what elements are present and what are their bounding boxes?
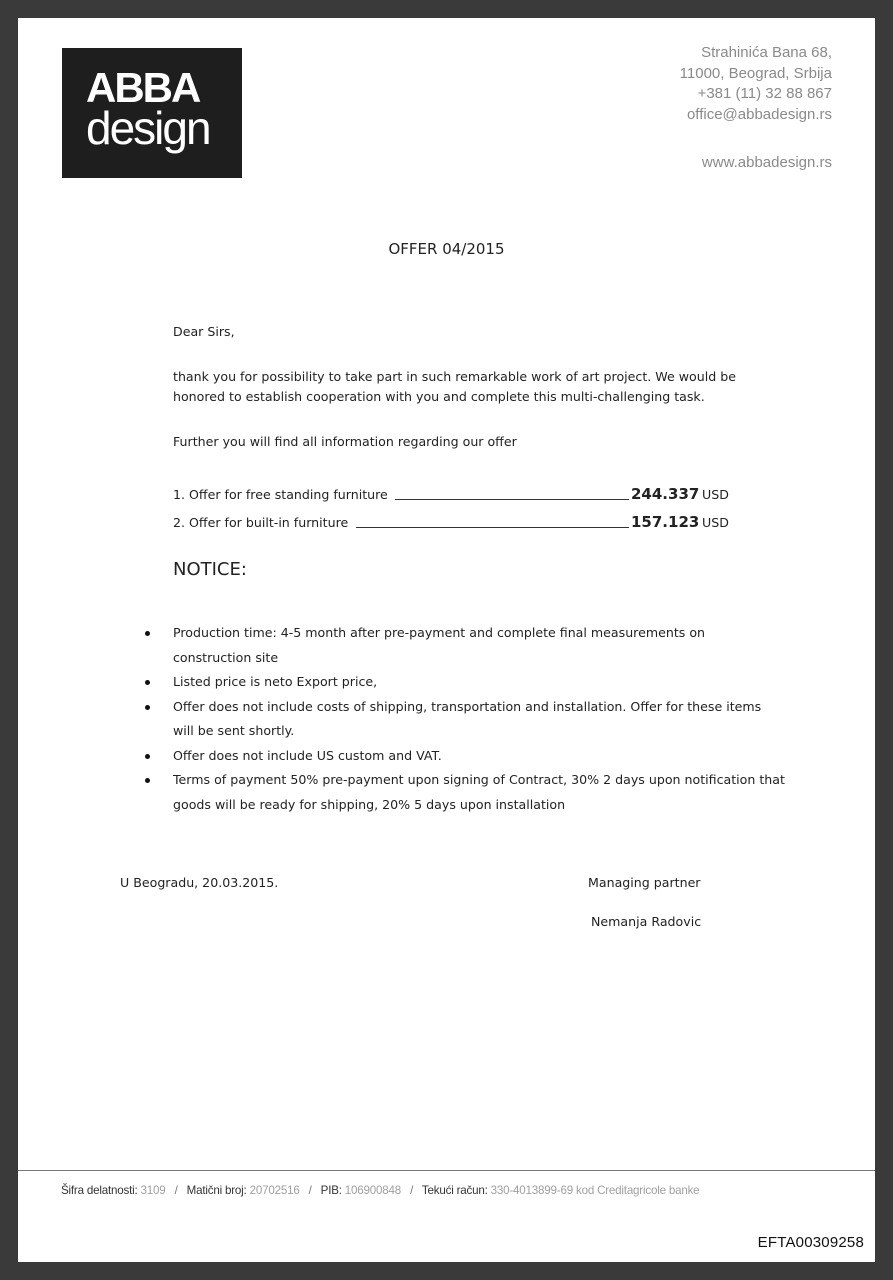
footer-activity-label: Šifra delatnosti: — [61, 1184, 138, 1197]
offer-currency: USD — [702, 515, 729, 530]
footer-separator: / — [410, 1184, 414, 1197]
place-date: U Beogradu, 20.03.2015. — [120, 875, 279, 890]
list-item: Offer does not include costs of shipping, transportation and installation. Offer for these items will be sent shortly. — [145, 695, 785, 744]
contact-city: 11000, Beograd, Srbija — [679, 64, 832, 82]
footer-separator: / — [174, 1184, 178, 1197]
offer-currency: USD — [702, 487, 729, 502]
footer-account-value: 330-4013899-69 kod Creditagricole banke — [490, 1184, 700, 1197]
footer-divider — [18, 1170, 875, 1171]
fill-rule — [395, 499, 629, 500]
offer-line — [173, 480, 753, 504]
contact-street: Strahinića Bana 68, — [701, 44, 832, 61]
bullet-icon — [145, 705, 150, 710]
offer-amount: 244.337 — [631, 485, 700, 503]
offer-label: 2. Offer for built-in furniture — [173, 515, 349, 530]
document-page — [18, 18, 875, 1262]
bullet-icon — [145, 778, 150, 783]
footer-pib-value: 106900848 — [344, 1184, 402, 1197]
company-logo — [62, 48, 242, 178]
footer-reg-value: 20702516 — [249, 1184, 300, 1197]
intro-paragraph: thank you for possibility to take part in such remarkable work of art project. We would be honored to establish cooperation with you and complete this multi-challenging task. — [173, 369, 736, 404]
list-item: Listed price is neto Export price, — [145, 670, 785, 695]
info-paragraph: Further you will find all information regarding our offer — [173, 434, 517, 449]
footer-company-info — [61, 1184, 699, 1197]
contact-phone: +381 (11) 32 88 867 — [697, 85, 832, 102]
offer-amount: 157.123 — [631, 513, 700, 531]
footer-separator: / — [308, 1184, 312, 1197]
list-item: Terms of payment 50% pre-payment upon signing of Contract, 30% 2 days upon notification that goods will be ready for shipping, 20% 5 days upon installation — [145, 768, 785, 817]
contact-website: www.abbadesign.rs — [701, 154, 832, 171]
signature-role: Managing partner — [588, 875, 701, 890]
offer-title: OFFER 04/2015 — [388, 240, 505, 258]
bullet-icon — [145, 754, 150, 759]
logo-line-2: design — [86, 102, 210, 154]
list-item: Production time: 4-5 month after pre-payment and complete final measurements on construction site — [145, 621, 785, 670]
signature-name: Nemanja Radovic — [591, 914, 702, 929]
fill-rule — [356, 527, 629, 528]
notice-heading: NOTICE: — [173, 559, 247, 580]
offer-label: 1. Offer for free standing furniture — [173, 487, 388, 502]
list-item: Offer does not include US custom and VAT. — [145, 744, 785, 769]
bullet-icon — [145, 631, 150, 636]
bullet-icon — [145, 680, 150, 685]
footer-pib-label: PIB: — [320, 1184, 342, 1197]
logo-line-1: ABBA — [86, 64, 200, 111]
footer-reg-label: Matični broj: — [186, 1184, 247, 1197]
greeting: Dear Sirs, — [173, 324, 235, 339]
contact-block — [680, 43, 832, 174]
offer-line — [173, 508, 753, 532]
notice-list — [145, 621, 785, 817]
footer-activity-value: 3109 — [140, 1184, 166, 1197]
contact-email: office@abbadesign.rs — [686, 105, 832, 123]
footer-account-label: Tekući račun: — [421, 1184, 488, 1197]
document-id: EFTA00309258 — [757, 1234, 864, 1251]
